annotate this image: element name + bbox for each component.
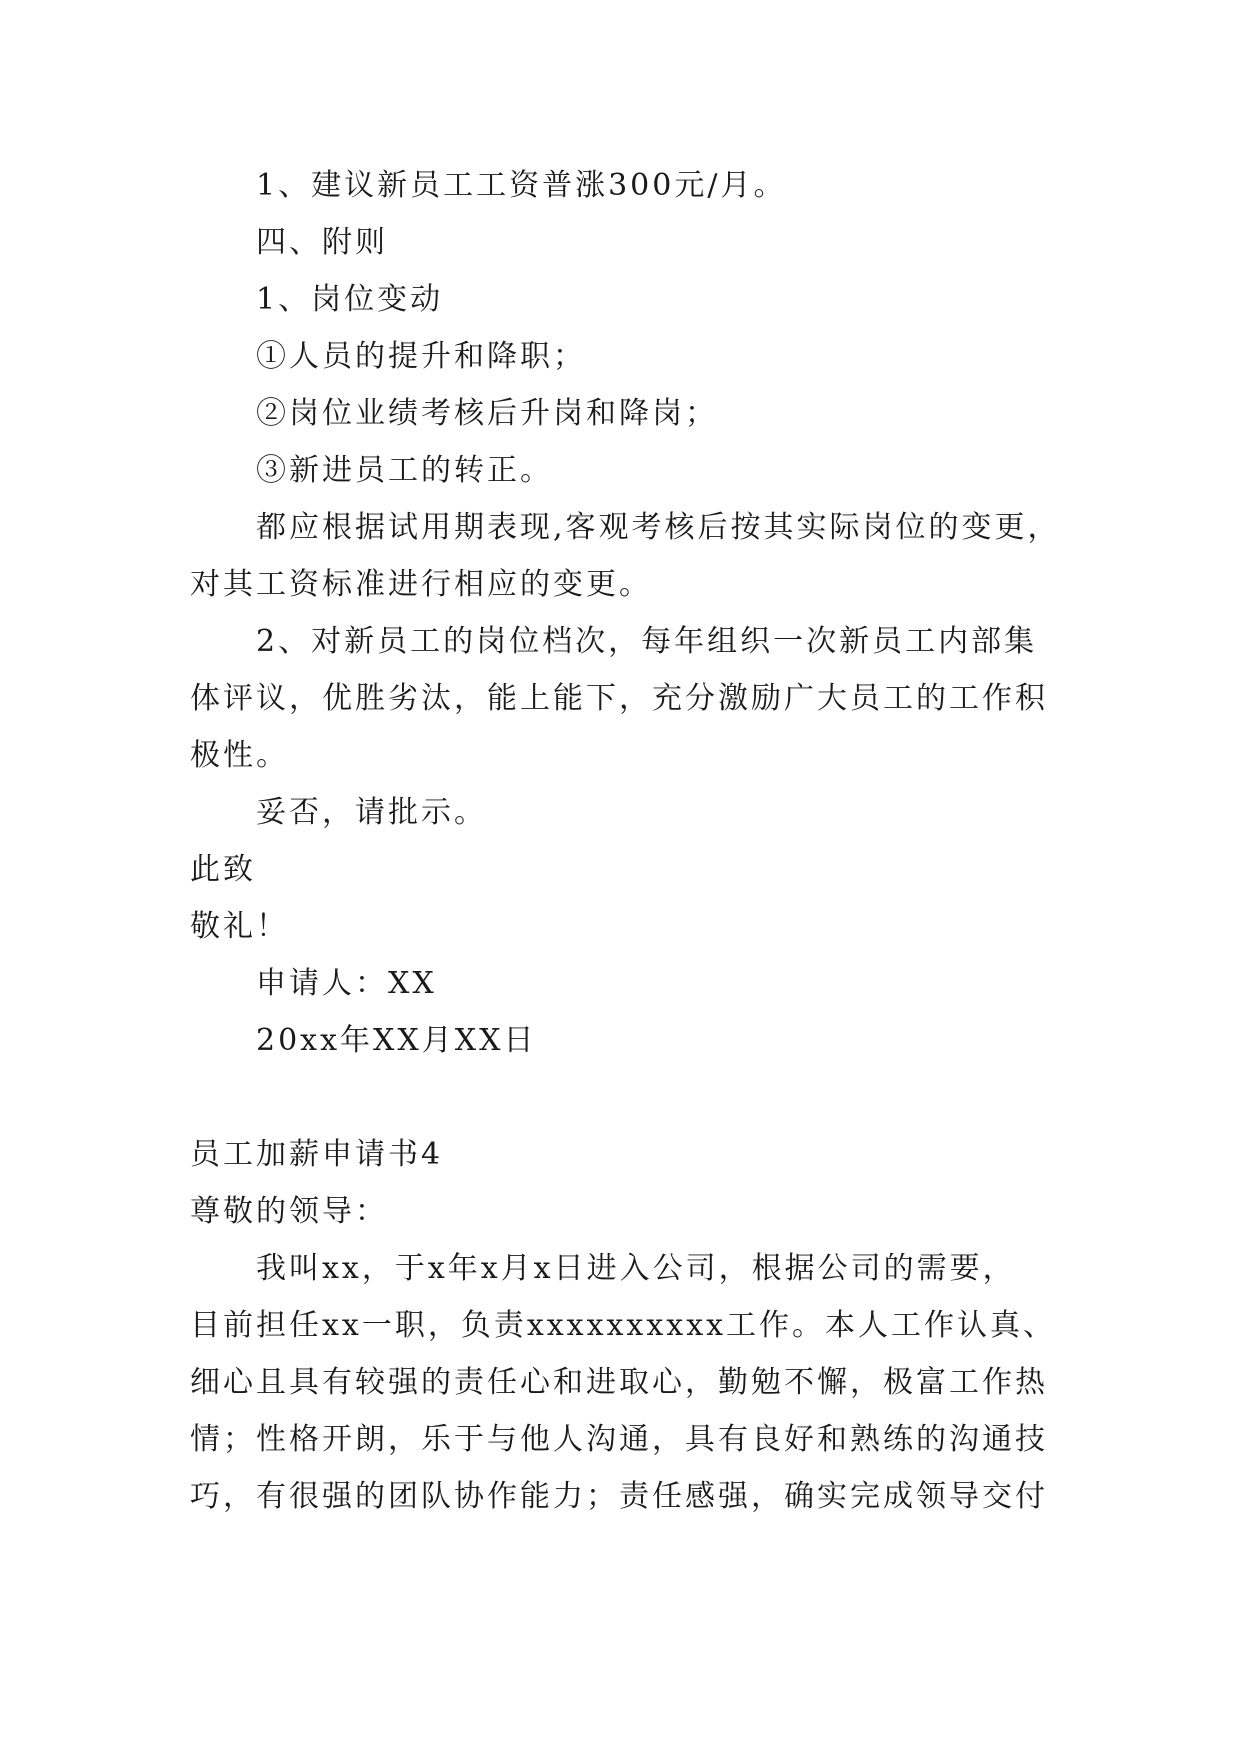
list-item: ③新进员工的转正。 — [256, 453, 553, 488]
paragraph-line: 妥否，请批示。 — [256, 795, 487, 830]
paragraph-line: 我叫xx，于x年x月x日进入公司，根据公司的需要， — [256, 1251, 1016, 1286]
closing-line: 此致 — [190, 852, 256, 887]
date-line: 20xx年XX月XX日 — [256, 1023, 537, 1058]
document-title: 员工加薪申请书4 — [190, 1137, 444, 1172]
paragraph-line: 1、岗位变动 — [256, 282, 444, 317]
applicant-line: 申请人：XX — [256, 966, 437, 1001]
paragraph-line: 2、对新员工的岗位档次，每年组织一次新员工内部集 — [256, 624, 1038, 659]
paragraph-line: 细心且具有较强的责任心和进取心，勤勉不懈，极富工作热 — [190, 1365, 1048, 1400]
paragraph-line: 情；性格开朗，乐于与他人沟通，具有良好和熟练的沟通技 — [190, 1422, 1048, 1457]
list-item: ②岗位业绩考核后升岗和降岗； — [256, 396, 718, 431]
closing-line: 敬礼！ — [190, 909, 289, 944]
paragraph-line: 巧，有很强的团队协作能力；责任感强，确实完成领导交付 — [190, 1479, 1048, 1514]
section-heading: 四、附则 — [256, 225, 388, 260]
paragraph-line: 对其工资标准进行相应的变更。 — [190, 567, 652, 602]
paragraph-line: 都应根据试用期表现,客观考核后按其实际岗位的变更， — [256, 510, 1061, 545]
salutation: 尊敬的领导： — [190, 1194, 388, 1229]
paragraph-line: 体评议，优胜劣汰，能上能下，充分激励广大员工的工作积 — [190, 681, 1048, 716]
paragraph-line: 1、建议新员工工资普涨300元/月。 — [256, 168, 787, 203]
list-item: ①人员的提升和降职； — [256, 339, 586, 374]
paragraph-line: 极性。 — [190, 738, 289, 773]
paragraph-line: 目前担任xx一职，负责xxxxxxxxxx工作。本人工作认真、 — [190, 1308, 1057, 1343]
